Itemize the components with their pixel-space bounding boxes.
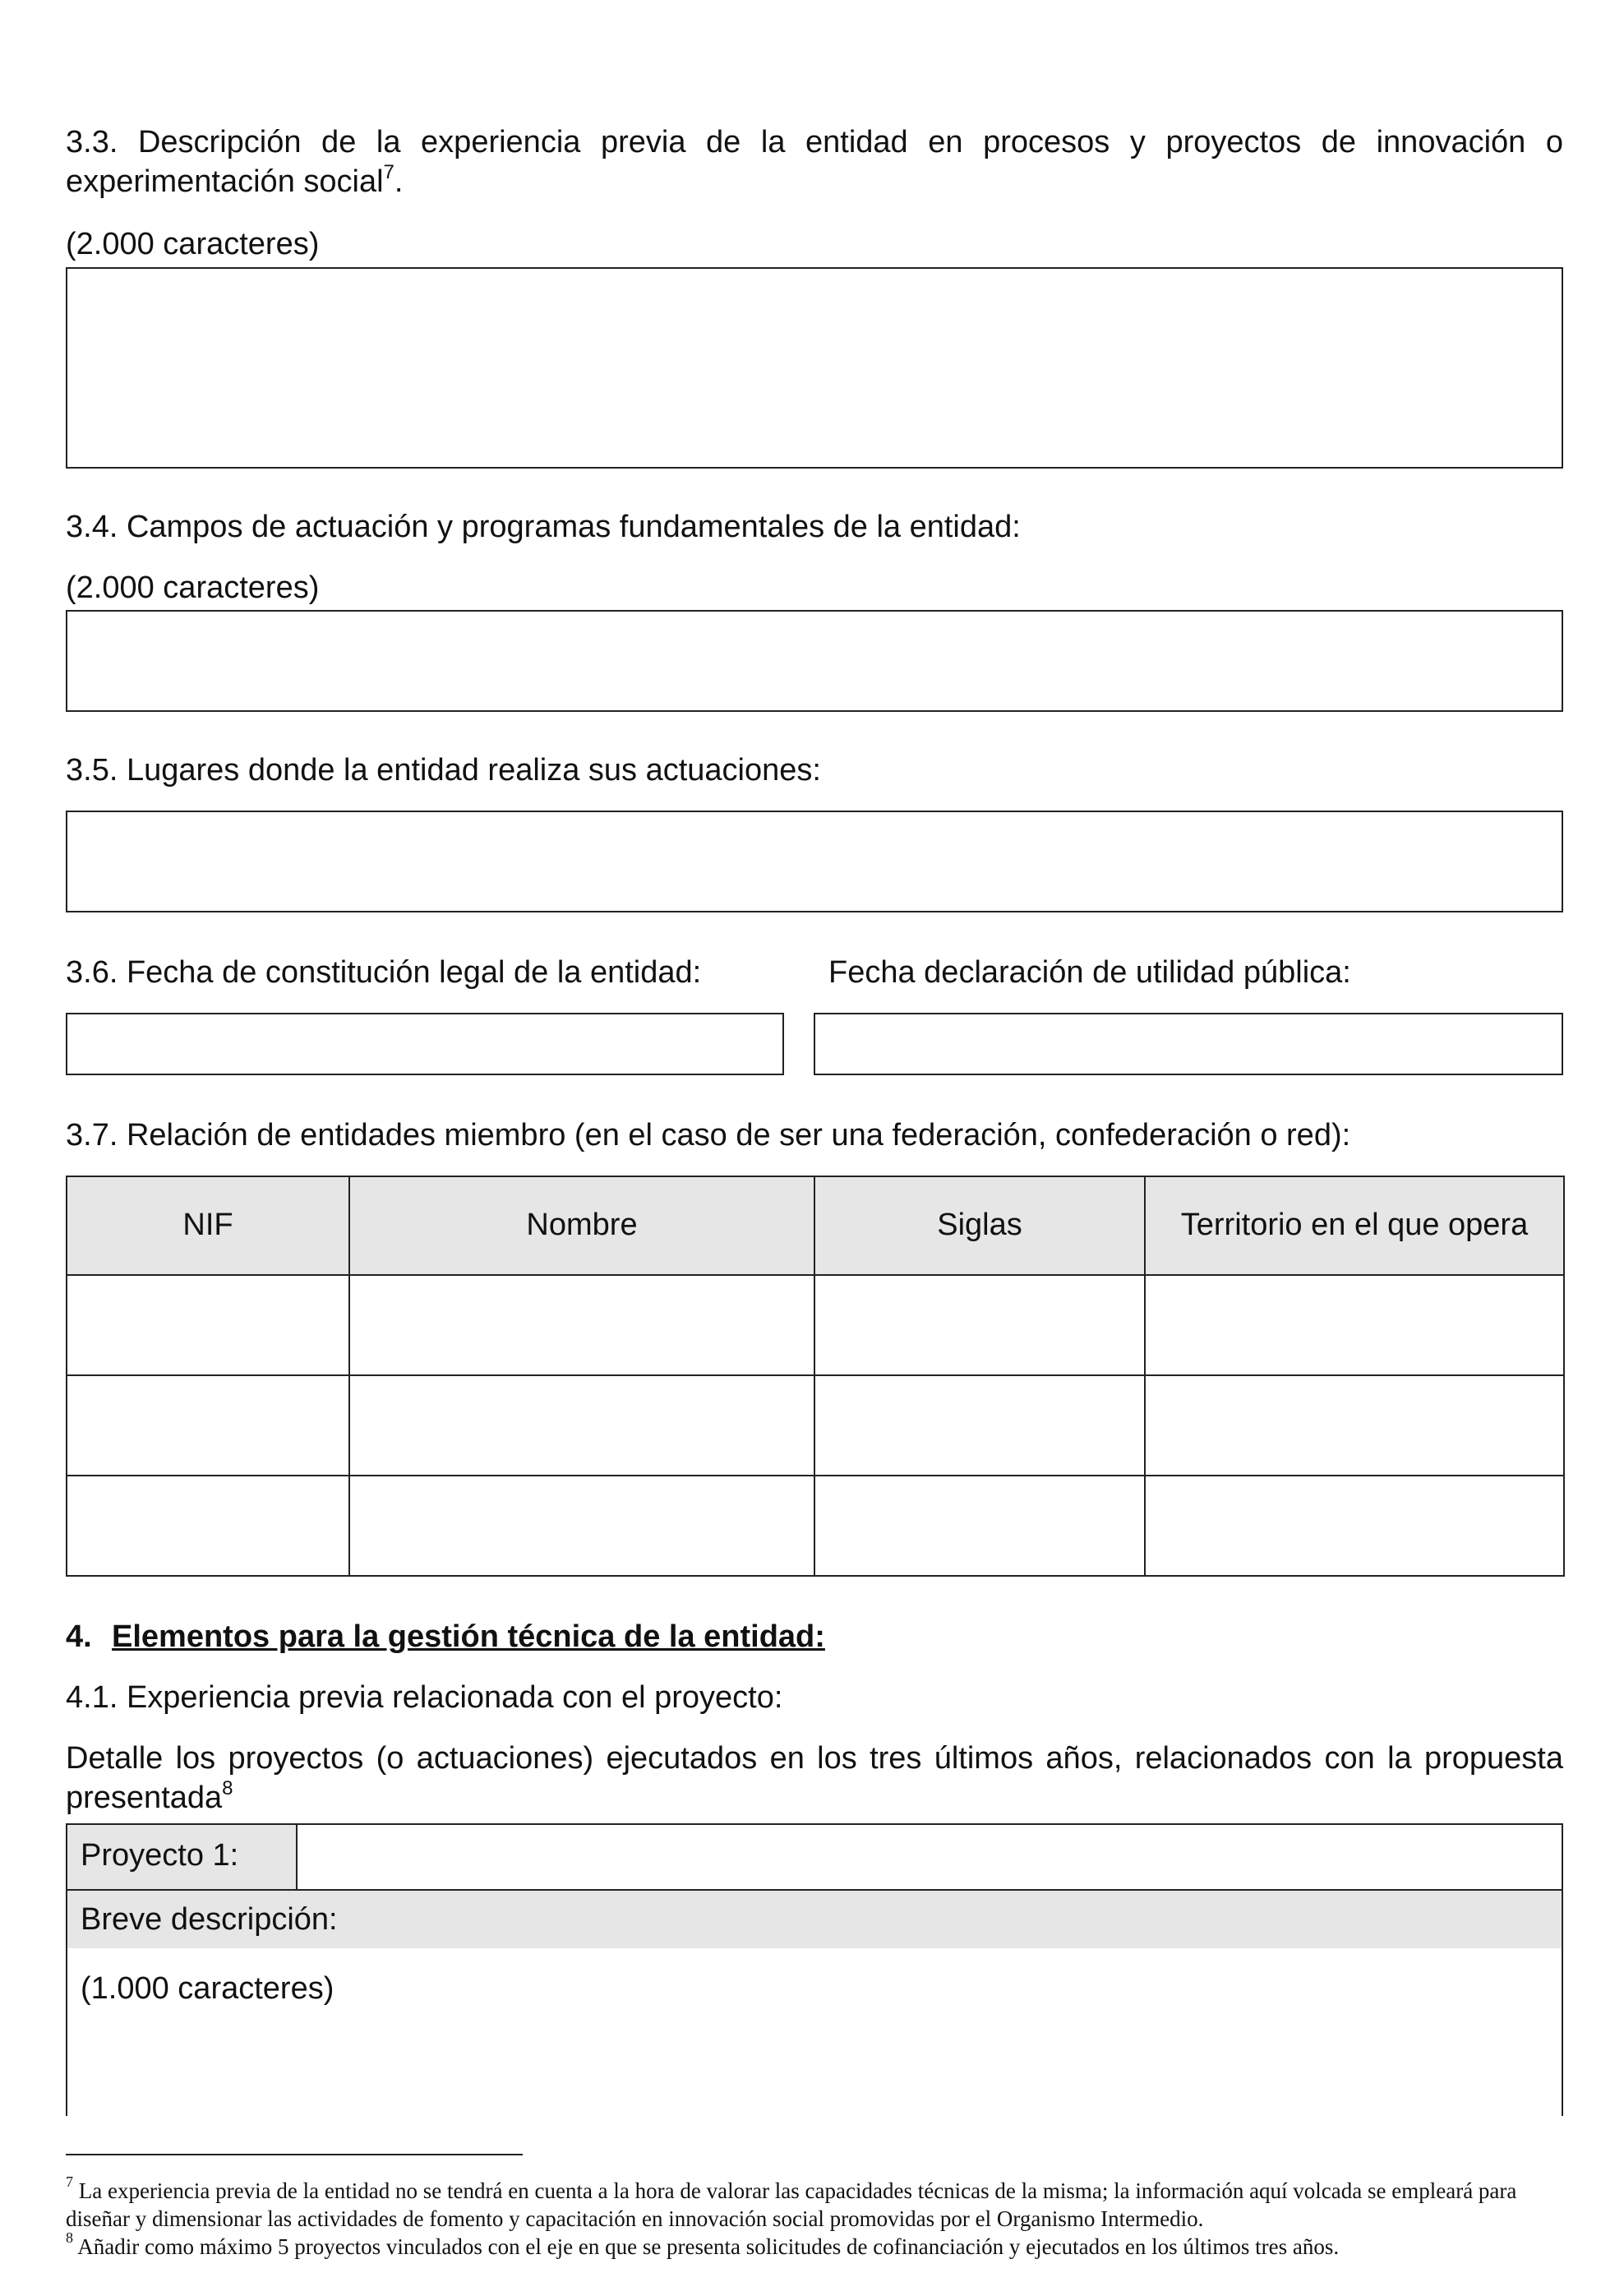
table-header-row (67, 1176, 1564, 1275)
footnote-ref-8: 8 (222, 1776, 233, 1799)
q36-label-public-utility-date: Fecha declaración de utilidad pública: (828, 955, 1351, 990)
q34-text-box[interactable] (66, 610, 1563, 712)
column-header-siglas: Siglas (814, 1176, 1145, 1275)
table-cell[interactable] (1145, 1476, 1564, 1576)
column-header-nombre: Nombre (349, 1176, 814, 1275)
q35-heading: 3.5. Lugares donde la entidad realiza sus actuaciones: (66, 753, 821, 788)
q33-textarea[interactable] (67, 269, 1562, 467)
q35-text-box[interactable] (66, 811, 1563, 912)
q41-detail (66, 1739, 1563, 1818)
column-header-nif: NIF (67, 1176, 349, 1275)
q33-heading (66, 123, 1563, 201)
q33-text-box[interactable] (66, 267, 1563, 469)
table-cell[interactable] (814, 1375, 1145, 1476)
footnote-8-text: Añadir como máximo 5 proyectos vinculados con el eje en que se presenta solicitudes de cofinanciación y ejecutados en los últimos tres años. (77, 2234, 1340, 2259)
q33-number: 3.3. (66, 125, 118, 159)
table-cell[interactable] (67, 1275, 349, 1375)
table-row (67, 1375, 1564, 1476)
table-cell[interactable] (814, 1275, 1145, 1375)
q33-char-limit: (2.000 caracteres) (66, 227, 320, 261)
project-1-table (66, 1823, 1563, 2116)
table-cell[interactable] (1145, 1275, 1564, 1375)
footnote-7-mark: 7 (66, 2173, 73, 2190)
member-entities-table (66, 1176, 1565, 1577)
table-cell[interactable] (67, 1476, 349, 1576)
table-cell[interactable] (349, 1375, 814, 1476)
cell-input-territorio[interactable] (1146, 1276, 1563, 1374)
project-1-name-input[interactable] (298, 1825, 1562, 1889)
footnote-8-mark: 8 (66, 2229, 73, 2246)
q36-label-constitution-date: 3.6. Fecha de constitución legal de la entidad: (66, 955, 702, 990)
project-1-label: Proyecto 1: (67, 1825, 298, 1889)
public-utility-date-box[interactable] (814, 1013, 1563, 1075)
cell-input-nombre[interactable] (350, 1276, 814, 1374)
cell-input-nif[interactable] (67, 1276, 348, 1374)
table-cell[interactable] (814, 1476, 1145, 1576)
column-header-territorio: Territorio en el que opera (1145, 1176, 1564, 1275)
q37-heading: 3.7. Relación de entidades miembro (en el caso de ser una federación, confederación o red): (66, 1118, 1351, 1153)
table-cell[interactable] (67, 1375, 349, 1476)
q33-text: Descripción de la experiencia previa de la entidad en procesos y proyectos de innovación o experimentación social (66, 125, 1563, 199)
constitution-date-box[interactable] (66, 1013, 784, 1075)
public-utility-date-input[interactable] (815, 1014, 1562, 1074)
q33-tail: . (394, 164, 404, 199)
constitution-date-input[interactable] (67, 1014, 782, 1074)
section-4-title: Elementos para la gestión técnica de la entidad: (112, 1619, 825, 1654)
project-1-name-field[interactable] (298, 1825, 1562, 1889)
q35-textarea[interactable] (67, 812, 1562, 911)
q41-heading: 4.1. Experiencia previa relacionada con el proyecto: (66, 1680, 783, 1715)
section-4-heading (66, 1618, 825, 1657)
cell-input-nif[interactable] (67, 1376, 348, 1475)
cell-input-nombre[interactable] (350, 1376, 814, 1475)
table-cell[interactable] (1145, 1375, 1564, 1476)
table-cell[interactable] (349, 1476, 814, 1576)
q34-char-limit: (2.000 caracteres) (66, 570, 320, 605)
cell-input-territorio[interactable] (1146, 1476, 1563, 1575)
cell-input-territorio[interactable] (1146, 1376, 1563, 1475)
footnote-8 (66, 2229, 1563, 2261)
footnote-7 (66, 2173, 1563, 2233)
cell-input-nif[interactable] (67, 1476, 348, 1575)
cell-input-siglas[interactable] (815, 1376, 1144, 1475)
table-row (67, 1275, 1564, 1375)
q34-heading: 3.4. Campos de actuación y programas fundamentales de la entidad: (66, 510, 1021, 544)
footnote-7-text: La experiencia previa de la entidad no se tendrá en cuenta a la hora de valorar las capacidades técnicas de la misma; la información aquí volcada se empleará para diseñar y dimensionar las actividades de fomento y capacitación en innovación social promovidas por el Organismo Intermedio. (66, 2178, 1517, 2232)
footnote-separator (66, 2154, 523, 2155)
project-1-description-label: Breve descripción: (67, 1891, 1562, 1948)
cell-input-nombre[interactable] (350, 1476, 814, 1575)
q34-textarea[interactable] (67, 612, 1562, 710)
cell-input-siglas[interactable] (815, 1476, 1144, 1575)
cell-input-siglas[interactable] (815, 1276, 1144, 1374)
table-row (67, 1476, 1564, 1576)
table-cell[interactable] (349, 1275, 814, 1375)
project-1-char-limit: (1.000 caracteres) (81, 1971, 334, 2006)
footnote-ref-7: 7 (383, 160, 394, 183)
section-4-number: 4. (66, 1619, 92, 1654)
q41-detail-text: Detalle los proyectos (o actuaciones) ejecutados en los tres últimos años, relacionados con la propuesta presentada (66, 1741, 1563, 1815)
project-1-row (67, 1825, 1562, 1891)
